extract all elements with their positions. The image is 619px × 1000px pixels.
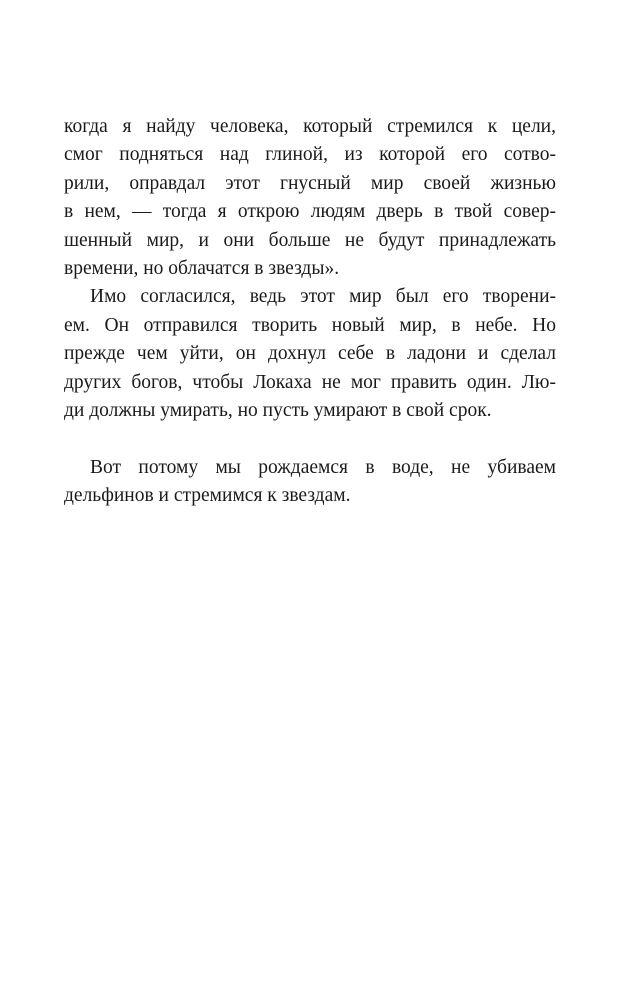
text-line: Имо согласился, ведь этот мир был его творени- bbox=[90, 286, 556, 308]
text-line: ди должны умирать, но пусть умирают в свой срок. bbox=[64, 399, 492, 421]
text-line: в нем, — тогда я открою людям дверь в твой совер- bbox=[64, 201, 556, 223]
paragraph-gap bbox=[64, 425, 556, 453]
text-line: когда я найду человека, который стремился к цели, bbox=[64, 116, 556, 137]
text-line: ем. Он отправился творить новый мир, в небе. Но bbox=[64, 314, 556, 336]
text-line: смог подняться над глиной, из которой его сотво- bbox=[64, 144, 556, 166]
page-text bbox=[64, 113, 556, 510]
text-line: рили, оправдал этот гнусный мир своей жизнью bbox=[64, 172, 556, 194]
text-line: прежде чем уйти, он дохнул себе в ладони и сделал bbox=[64, 343, 556, 365]
text-line: шенный мир, и они больше не будут принадлежать bbox=[64, 229, 556, 251]
text-line: Вот потому мы рождаемся в воде, не убиваем bbox=[90, 456, 556, 478]
text-line: времени, но облачатся в звезды». bbox=[64, 257, 340, 279]
text-line: других богов, чтобы Локаха не мог править один. Лю- bbox=[64, 371, 556, 393]
text-line: дельфинов и стремимся к звездам. bbox=[64, 485, 351, 507]
